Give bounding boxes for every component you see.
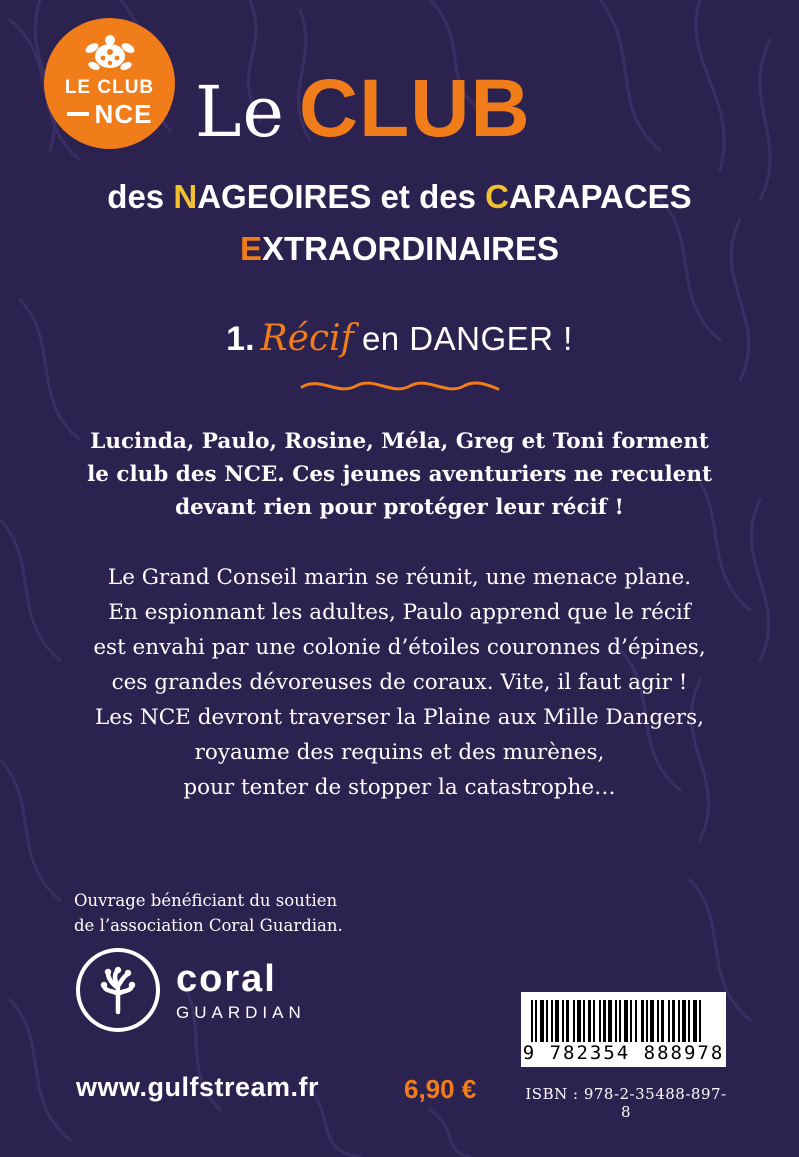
subtitle-cap-c: C bbox=[485, 178, 509, 215]
blurb-body-line-4: ces grandes dévoreuses de coraux. Vite, il faut agir ! bbox=[111, 670, 688, 695]
episode-number: 1. bbox=[226, 320, 255, 358]
subtitle-et-des: et des bbox=[371, 178, 486, 215]
support-note-line-2: de l’association Coral Guardian. bbox=[74, 916, 343, 935]
subtitle-nageoires: AGEOIRES bbox=[197, 178, 372, 215]
subtitle-extraordinaires: XTRAORDINAIRES bbox=[261, 230, 560, 267]
episode-rest: en DANGER ! bbox=[361, 320, 573, 357]
blurb-body-line-5: Les NCE devront traverser la Plaine aux Mille Dangers, bbox=[95, 705, 704, 730]
publisher-website[interactable]: www.gulfstream.fr bbox=[76, 1072, 320, 1102]
barcode-bars bbox=[531, 1000, 716, 1046]
blurb-bold-line-2: le club des NCE. Ces jeunes aventuriers ne reculent bbox=[87, 462, 712, 487]
blurb-body bbox=[0, 560, 799, 805]
support-note-line-1: Ouvrage bénéficiant du soutien bbox=[74, 891, 338, 910]
blurb-body-line-2: En espionnant les adultes, Paulo apprend que le récif bbox=[108, 600, 691, 625]
blurb-highlight bbox=[0, 425, 799, 524]
coral-guardian-logo bbox=[76, 948, 306, 1032]
subtitle-cap-n: N bbox=[173, 178, 198, 215]
coral-guardian-wordmark bbox=[176, 957, 306, 1022]
club-logo-line1: LE CLUB bbox=[64, 77, 155, 98]
page-title bbox=[195, 62, 531, 156]
club-logo-line2-wrap bbox=[67, 101, 153, 127]
episode-title bbox=[0, 318, 799, 359]
logo-dash-icon bbox=[67, 112, 89, 116]
blurb-bold-line-3: devant rien pour protéger leur récif ! bbox=[175, 495, 624, 520]
coral-guardian-subtitle: GUARDIAN bbox=[176, 1002, 306, 1022]
wave-divider-icon bbox=[300, 378, 500, 394]
barcode-digits: 9 782354 888978 bbox=[521, 1042, 726, 1067]
blurb-bold-line-1: Lucinda, Paulo, Rosine, Méla, Greg et Toni forment bbox=[90, 429, 709, 454]
blurb-body-line-3: est envahi par une colonie d’étoiles couronnes d’épines, bbox=[93, 635, 706, 660]
isbn-label: ISBN : 978-2-35488-897-8 bbox=[525, 1085, 727, 1121]
subtitle-cap-e: E bbox=[239, 230, 262, 267]
coral-guardian-badge bbox=[76, 948, 160, 1032]
subtitle-des-1: des bbox=[107, 178, 174, 215]
club-logo-badge bbox=[44, 18, 175, 149]
turtle-icon bbox=[83, 34, 137, 74]
blurb-body-line-1: Le Grand Conseil marin se réunit, une menace plane. bbox=[107, 565, 692, 590]
blurb-body-line-6: royaume des requins et des murènes, bbox=[194, 740, 605, 765]
title-subtitle-line2 bbox=[0, 230, 799, 268]
support-note bbox=[74, 888, 343, 938]
coral-guardian-name: coral bbox=[176, 957, 277, 1000]
episode-script-word: Récif bbox=[260, 318, 354, 359]
price-label: 6,90 € bbox=[404, 1074, 477, 1104]
coral-icon bbox=[92, 964, 144, 1016]
title-word-club: CLUB bbox=[298, 63, 531, 154]
title-word-le: Le bbox=[195, 71, 285, 153]
title-subtitle-line1 bbox=[0, 178, 799, 216]
club-logo-line2: NCE bbox=[94, 99, 153, 129]
blurb-body-line-7: pour tenter de stopper la catastrophe… bbox=[183, 775, 616, 800]
subtitle-carapaces: ARAPACES bbox=[508, 178, 692, 215]
